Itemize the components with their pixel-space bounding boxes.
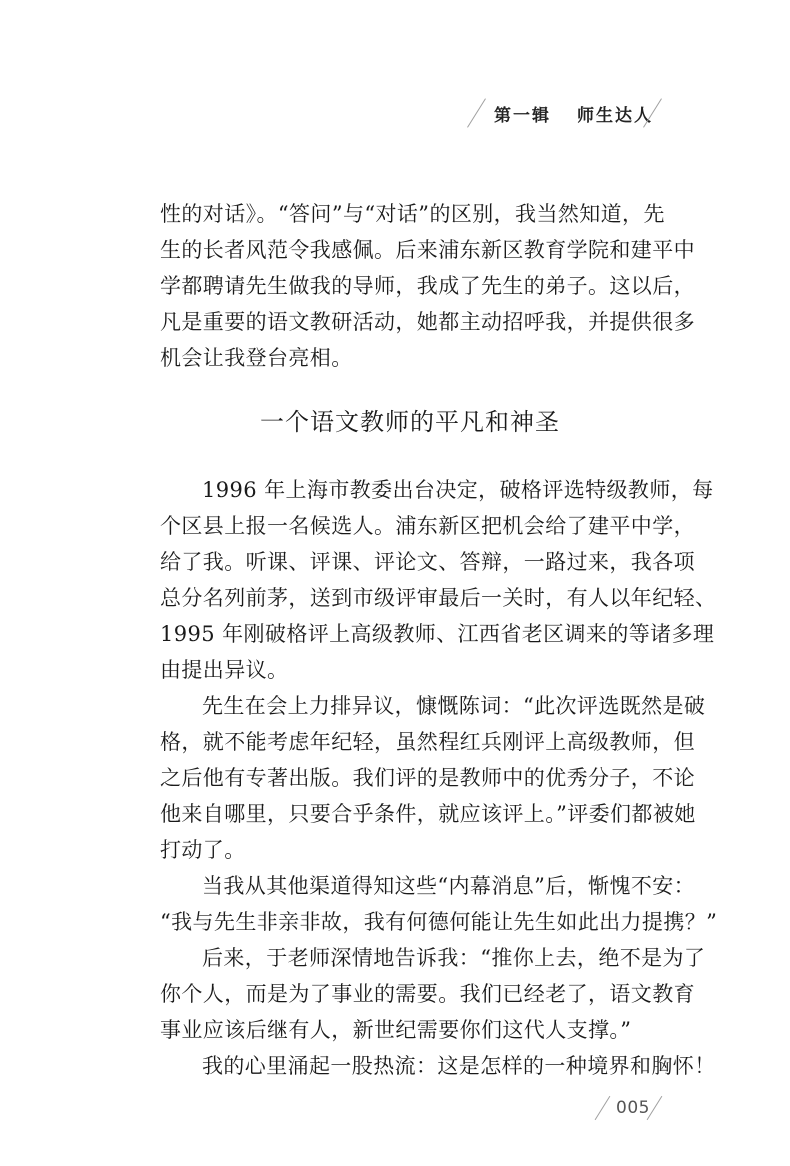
text-line: 1996 年上海市教委出台决定，破格评选特级教师，每 [202, 478, 714, 502]
header-slash-left-icon [467, 98, 486, 127]
page-footer [596, 1094, 666, 1124]
text-line: 先生在会上力排异议，慷慨陈词：“此次评选既然是破 [202, 694, 706, 718]
text-line: 之后他有专著出版。我们评的是教师中的优秀分子，不论 [160, 766, 695, 790]
body-text [160, 472, 718, 1084]
text-line: 个区县上报一名候选人。浦东新区把机会给了建平中学， [160, 514, 695, 538]
text-line: 由提出异议。 [160, 658, 289, 682]
text-line: 1995 年刚破格评上高级教师、江西省老区调来的等诸多理 [160, 622, 715, 646]
text-line: 格，就不能考虑年纪轻，虽然程红兵刚评上高级教师，但 [160, 730, 695, 754]
text-line: 当我从其他渠道得知这些“内幕消息”后，惭愧不安： [202, 874, 696, 898]
text-line: 总分名列前茅，送到市级评审最后一关时，有人以年纪轻、 [160, 586, 717, 610]
text-line: 他来自哪里，只要合乎条件，就应该评上。”评委们都被她 [160, 802, 696, 826]
text-line: 生的长者风范令我感佩。后来浦东新区教育学院和建平中 [160, 238, 695, 262]
text-line: “我与先生非亲非故，我有何德何能让先生如此出力提携？” [160, 910, 718, 934]
text-line: 机会让我登台亮相。 [160, 346, 353, 370]
paragraph-top [160, 196, 695, 376]
text-line: 凡是重要的语文教研活动，她都主动招呼我，并提供很多 [160, 310, 695, 334]
header-part: 第一辑 [494, 106, 551, 126]
header-text [494, 101, 653, 126]
section-title: 一个语文教师的平凡和神圣 [260, 408, 560, 436]
page-number: 005 [616, 1098, 650, 1118]
text-line: 事业应该后继有人，新世纪需要你们这代人支撑。” [160, 1018, 632, 1042]
footer-slash-left-icon [595, 1096, 611, 1120]
running-header [468, 98, 668, 130]
text-line: 你个人，而是为了事业的需要。我们已经老了，语文教育 [160, 982, 695, 1006]
header-title: 师生达人 [577, 106, 653, 126]
text-line: 我的心里涌起一股热流：这是怎样的一种境界和胸怀！ [202, 1054, 716, 1078]
text-line: 性的对话》。“答问”与“对话”的区别，我当然知道，先 [160, 202, 665, 226]
text-line: 给了我。听课、评课、评论文、答辩，一路过来，我各项 [160, 550, 695, 574]
text-line: 打动了。 [160, 838, 246, 862]
text-line: 学都聘请先生做我的导师，我成了先生的弟子。这以后， [160, 274, 695, 298]
text-line: 后来，于老师深情地告诉我：“推你上去，绝不是为了 [202, 946, 706, 970]
